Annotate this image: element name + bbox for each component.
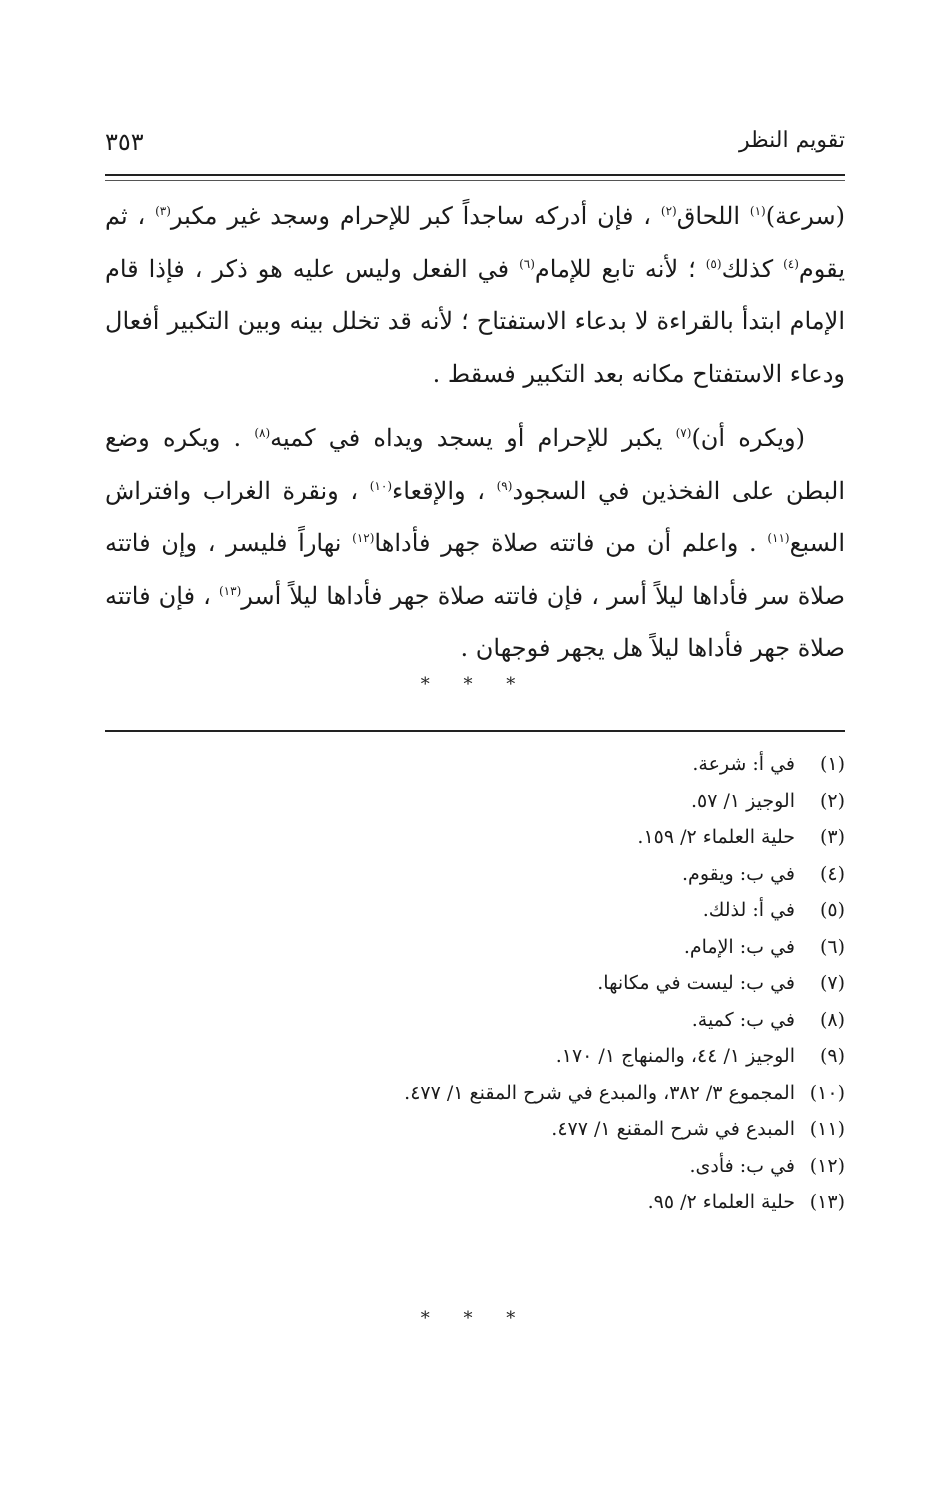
footnote-text: حلية العلماء ٢/ ٩٥.	[647, 1191, 795, 1213]
text-run: يكبر للإحرام أو يسجد ويداه في كميه	[270, 424, 676, 452]
footnote	[105, 819, 845, 856]
header-rule-thin	[105, 180, 845, 181]
page-header	[105, 128, 845, 170]
footnote-ref: (١٢)	[352, 531, 375, 545]
text-run: . ويكره وضع البطن على الفخذين في السجود	[105, 424, 846, 505]
footnote-ref: (٩)	[496, 478, 513, 493]
footnote-ref: (٢)	[660, 204, 677, 218]
footnote-ref: (١)	[749, 204, 766, 218]
text-run: نهاراً فليسر ، وإن فاتته صلاة سر فأداها ليلاً أسر ، فإن فاتته صلاة جهر فأداها ليلاً أسر	[105, 529, 845, 610]
footnote-text: في ب: ليست في مكانها.	[597, 972, 795, 994]
footnote-number: (٨)	[819, 1008, 845, 1031]
footnote-number: (١٣)	[809, 1191, 845, 1213]
text-run: اللحاق	[676, 202, 750, 230]
footnote-text: في ب: ويقوم.	[682, 862, 795, 885]
footnote	[105, 1002, 845, 1039]
section-separator: * * *	[420, 1308, 530, 1329]
footnote-ref: (١٣)	[218, 583, 242, 598]
footnote	[105, 1111, 845, 1148]
footnote-text: في أ: لذلك.	[702, 899, 795, 921]
page-number: ٣٥٣	[105, 128, 144, 156]
footnote-number: (٦)	[819, 935, 845, 958]
text-run: ، فإن فاتته صلاة جهر فأداها ليلاً هل يجهر فوجهان .	[105, 581, 845, 662]
text-run: كذلك	[721, 254, 784, 283]
section-separator: * * *	[420, 674, 530, 695]
paragraph	[105, 412, 845, 675]
footnote-text: في ب: فأدى.	[689, 1154, 795, 1177]
footnote-number: (٢)	[819, 789, 845, 812]
footnote-number: (٥)	[819, 899, 845, 921]
footnote-number: (٩)	[819, 1045, 845, 1067]
footnote-text: الوجيز ١/ ٥٧.	[690, 789, 795, 812]
footnote-ref: (٦)	[519, 256, 535, 271]
footnote	[105, 856, 845, 893]
text-run: ، ونقرة الغراب وافتراش السبع	[105, 476, 845, 557]
text-run: ، ثم يقوم	[105, 202, 845, 283]
footnote-number: (١)	[819, 753, 845, 775]
footnote-number: (١٠)	[809, 1081, 845, 1104]
footnote	[105, 929, 845, 966]
main-text	[105, 190, 845, 675]
footnote-number: (٧)	[819, 972, 845, 994]
footnote-list	[105, 746, 845, 1221]
footnote	[105, 1075, 845, 1112]
footnote	[105, 1038, 845, 1075]
text-run: ؛ لأنه تابع للإمام	[534, 254, 706, 283]
footnote-ref: (١١)	[767, 531, 790, 545]
footnote-ref: (٣)	[155, 204, 171, 218]
footnote-ref: (٨)	[254, 426, 271, 440]
footnote-text: في أ: شرعة.	[692, 753, 795, 775]
footnote-number: (١٢)	[809, 1154, 845, 1177]
text-run: . واعلم أن من فاتته صلاة جهر فأداها	[374, 529, 768, 557]
text-run: ، فإن أدركه ساجداً كبر للإحرام وسجد غير مكبر	[170, 202, 661, 230]
footnote-text: في ب: كمية.	[691, 1008, 795, 1031]
footnote-rule	[105, 730, 845, 732]
paragraph	[105, 190, 845, 400]
footnote	[105, 892, 845, 929]
text-run: ، والإقعاء	[392, 476, 497, 505]
footnote	[105, 783, 845, 820]
footnote-number: (٣)	[819, 826, 845, 848]
footnote	[105, 965, 845, 1002]
footnote-ref: (٥)	[705, 256, 722, 271]
footnote-number: (٤)	[819, 862, 845, 885]
footnote-ref: (٤)	[783, 256, 799, 271]
footnote-text: المجموع ٣/ ٣٨٢، والمبدع في شرح المقنع ١/ ٤٧٧.	[404, 1081, 795, 1104]
text-run: في الفعل وليس عليه هو ذكر ، فإذا قام الإمام ابتدأ بالقراءة لا بدعاء الاستفتاح ؛ لأنه قد تخلل بينه وبين التكبير أفعال ودعاء الاستفتاح مكانه بعد التكبير فسقط .	[105, 254, 845, 388]
footnote-text: الوجيز ١/ ٤٤، والمنهاج ١/ ١٧٠.	[555, 1045, 795, 1067]
running-title: تقويم النظر	[738, 128, 845, 153]
footnote	[105, 1148, 845, 1185]
text-run: (سرعة)	[765, 202, 845, 230]
footnote-ref: (٧)	[675, 426, 692, 440]
footnote-number: (١١)	[809, 1118, 845, 1140]
footnote-text: حلية العلماء ٢/ ١٥٩.	[637, 826, 795, 848]
footnote	[105, 746, 845, 783]
footnote-text: في ب: الإمام.	[683, 935, 795, 958]
footnote-text: المبدع في شرح المقنع ١/ ٤٧٧.	[551, 1118, 795, 1140]
header-rule	[105, 174, 845, 176]
text-run: (ويكره أن)	[691, 424, 805, 452]
footnote	[105, 1184, 845, 1221]
footnote-ref: (١٠)	[369, 478, 392, 493]
